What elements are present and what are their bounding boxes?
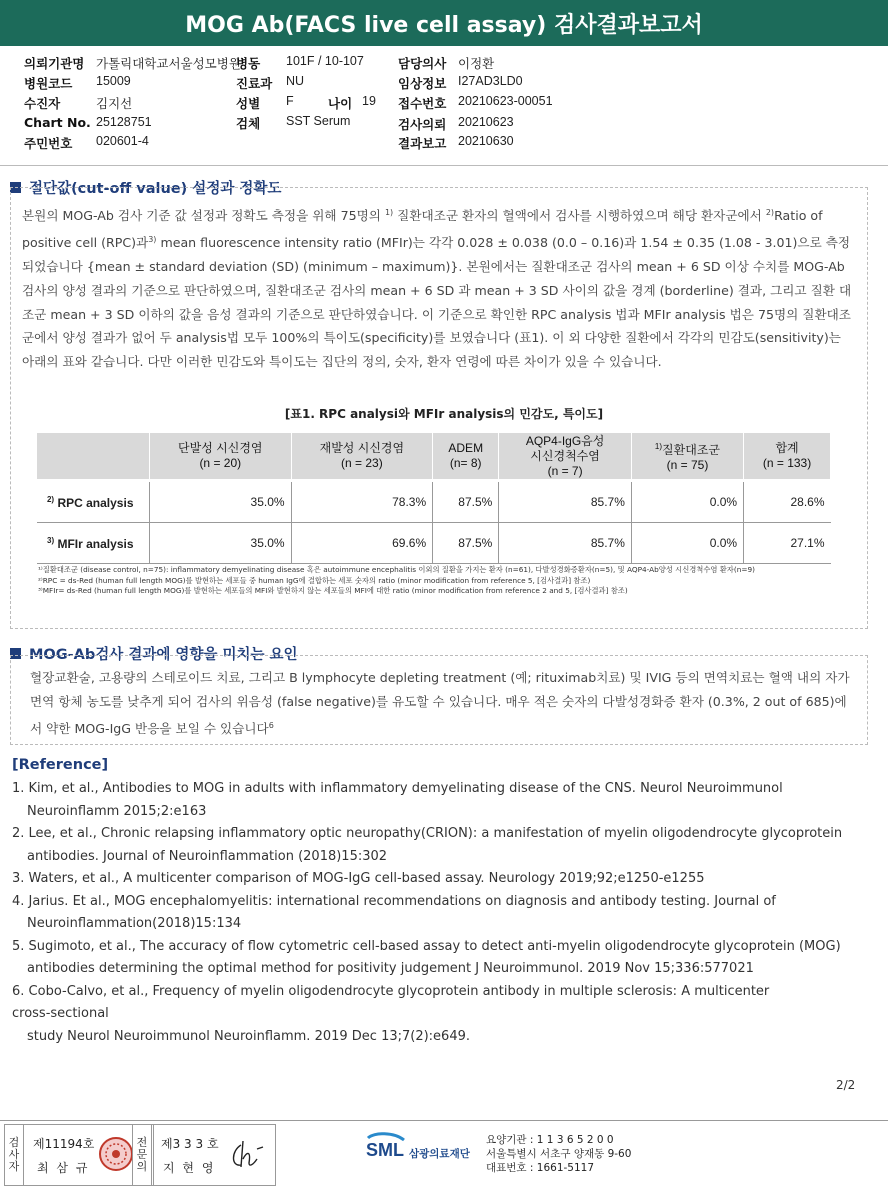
table-footnotes bbox=[38, 565, 838, 597]
cell: 87.5% bbox=[433, 481, 499, 523]
ref1-line2: Neuroinflamm 2015;2:e163 bbox=[27, 803, 207, 819]
report-value: 20210630 bbox=[458, 134, 514, 148]
row0-label: RPC analysis bbox=[57, 495, 134, 510]
h3-l1: AQP4-IgG음성 bbox=[525, 433, 605, 448]
clinical-label: 임상정보 bbox=[398, 76, 447, 91]
h5-l2: (n = 133) bbox=[762, 456, 812, 470]
footnote: ¹⁾질환대조군 (disease control, n=75): inflammatory demyelinating disease 혹은 autoimmune encephalitis 이외의 질환을 가지는 환자 (n=61), 다발성경화증환자(n=5), 및 AQP4-Ab양성 시신경척수염 환자(n=9) bbox=[38, 565, 755, 574]
resident-value: 020601-4 bbox=[96, 134, 149, 148]
section1-title-text: 절단값(cut-off value) 설정과 정확도 bbox=[29, 181, 282, 197]
sup3: 3) bbox=[148, 234, 157, 244]
cell: 78.3% bbox=[291, 481, 433, 523]
h1-l1: 재발성 시신경염 bbox=[319, 441, 405, 455]
cell: 87.5% bbox=[433, 523, 499, 564]
reference-title: [Reference] bbox=[12, 757, 109, 773]
cell: 0.0% bbox=[631, 481, 743, 523]
ward-value: 101F / 10-107 bbox=[286, 54, 364, 68]
specialist-name: 지 현 영 bbox=[163, 1161, 216, 1175]
h4-sup: 1) bbox=[654, 442, 663, 451]
ref6-line3: study Neurol Neuroimmunol Neuroinflamm. 2019 Dec 13;7(2):e649. bbox=[27, 1028, 471, 1044]
v4: 전 bbox=[136, 1136, 148, 1149]
table-header-row bbox=[37, 433, 831, 481]
ref4-line1: 4. Jarius. Et al., MOG encephalomyelitis: international recommendations on diagnosis and antibody testing. Journal of bbox=[12, 893, 776, 909]
doctor-value: 이정환 bbox=[458, 57, 495, 71]
cell: 27.1% bbox=[744, 523, 831, 564]
seal-stamp-icon bbox=[98, 1135, 134, 1173]
inspector-vertical-label bbox=[5, 1125, 24, 1185]
p2: 질환대조군 환자의 혈액에서 검사를 시행하였으며 해당 환자군에서 bbox=[393, 208, 766, 224]
page-number: 2/2 bbox=[836, 1078, 856, 1092]
logo-subtitle: 삼광의료재단 bbox=[409, 1148, 470, 1160]
p1: 본원의 MOG-Ab 검사 기준 값 설정과 정확도 측정을 위해 75명의 bbox=[22, 208, 385, 224]
ref5-line1: 5. Sugimoto, et al., The accuracy of flow cytometric cell-based assay to detect anti-myelin oligodendrocyte glycoprotein (MOG) bbox=[12, 938, 841, 954]
ref4-line2: Neuroinflammation(2018)15:134 bbox=[27, 916, 242, 931]
specialist-vertical-label bbox=[133, 1125, 152, 1185]
list-item bbox=[12, 981, 862, 1049]
sex-label: 성별 bbox=[236, 96, 261, 111]
ref3-line1: 3. Waters, et al., A multicenter comparison of MOG-IgG cell-based assay. Neurology 2019;92;e1250-e1255 bbox=[12, 871, 705, 886]
cell: 0.0% bbox=[631, 523, 743, 564]
table-row bbox=[37, 523, 831, 564]
receipt-value: 20210623-00051 bbox=[458, 94, 553, 108]
divider bbox=[0, 165, 888, 166]
cell: 69.6% bbox=[291, 523, 433, 564]
h1-l2: (n = 23) bbox=[341, 456, 383, 470]
report-label: 결과보고 bbox=[398, 136, 447, 151]
chart-value: 25128751 bbox=[96, 115, 152, 129]
list-item bbox=[12, 891, 862, 936]
v5: 문 bbox=[136, 1148, 148, 1161]
dept-value: NU bbox=[286, 74, 305, 88]
org-info bbox=[486, 1133, 631, 1175]
list-item bbox=[12, 823, 862, 868]
collector-label: 수진자 bbox=[24, 96, 61, 111]
header-col bbox=[631, 433, 743, 481]
section1-paragraph bbox=[22, 201, 854, 374]
sml-logo-icon bbox=[364, 1130, 408, 1160]
request-label: 검사의뢰 bbox=[398, 117, 447, 132]
h4-l2: (n = 75) bbox=[666, 458, 709, 472]
ref2-line1: 2. Lee, et al., Chronic relapsing inflammatory optic neuropathy(CRION): a manifestation of myelin oligodendrocyte glycoprotein bbox=[12, 826, 843, 841]
inspector-name: 최 삼 규 bbox=[37, 1161, 90, 1175]
v1: 검 bbox=[8, 1136, 20, 1149]
receipt-label: 접수번호 bbox=[398, 96, 447, 111]
header-empty bbox=[37, 433, 150, 481]
header-col bbox=[291, 433, 433, 481]
section2-title-text: MOG-Ab검사 결과에 영향을 미치는 요인 bbox=[29, 647, 298, 663]
collector-value: 김지선 bbox=[96, 97, 133, 111]
handwritten-signature-icon bbox=[227, 1137, 267, 1173]
age-value: 19 bbox=[362, 94, 376, 108]
h3-l2: (n = 7) bbox=[547, 463, 583, 478]
list-item bbox=[12, 936, 862, 981]
specialist-signature-box bbox=[132, 1124, 276, 1186]
section2-sup: 6 bbox=[268, 720, 274, 730]
h0-l2: (n = 20) bbox=[199, 456, 242, 470]
hospital-value: 가톨릭대학교서울성모병원 bbox=[96, 57, 241, 71]
sup2: 2) bbox=[765, 208, 775, 217]
header-col bbox=[433, 433, 499, 481]
specialist-number: 제3 3 3 호 bbox=[161, 1137, 219, 1151]
h2-l2: (n= 8) bbox=[449, 456, 482, 470]
inspector-number: 제11194호 bbox=[33, 1137, 95, 1151]
h3-l1b: 시신경척수염 bbox=[530, 448, 600, 463]
sex-value: F bbox=[286, 94, 294, 108]
header-col bbox=[150, 433, 292, 481]
specimen-label: 검체 bbox=[236, 116, 261, 131]
row-label bbox=[37, 481, 150, 523]
doctor-label: 담당의사 bbox=[398, 56, 447, 71]
list-item bbox=[12, 778, 862, 823]
results-table bbox=[36, 432, 831, 564]
v3: 자 bbox=[8, 1160, 20, 1173]
logo-text: SML bbox=[366, 1140, 404, 1160]
chart-label: Chart No. bbox=[24, 115, 91, 130]
report-title: MOG Ab(FACS live cell assay) 검사결과보고서 bbox=[0, 0, 888, 46]
h4-l1: 질환대조군 bbox=[662, 443, 721, 457]
ref6-line2: cross-sectional bbox=[12, 1006, 109, 1021]
h5-l1: 합계 bbox=[775, 441, 799, 455]
code-label: 병원코드 bbox=[24, 76, 73, 91]
footnote: ²⁾RPC = ds-Red (human full length MOG)를 발현하는 세포들 중 human IgG에 결합하는 세포 숫자의 ratio (minor modification from reference 5, [검사결과] 참조) bbox=[38, 575, 591, 585]
section2-text: 혈장교환술, 고용량의 스테로이드 치료, 그리고 B lymphocyte depleting treatment (예; rituximab치료) 및 IVIG 등의 면역치료는 혈액 내의 자가면역 항체 농도를 낮추게 되어 검사의 위음성 (false negative)를 유도할 수 있습니다. 매우 적은 숫자의 다발성경화증 환자 (0.3%, 2 out of 685)에서 약한 MOG-IgG 반응을 보일 수 있습니다 bbox=[30, 670, 850, 736]
cell: 85.7% bbox=[499, 481, 632, 523]
resident-label: 주민번호 bbox=[24, 136, 73, 151]
hospital-label: 의뢰기관명 bbox=[24, 56, 85, 71]
specimen-value: SST Serum bbox=[286, 114, 351, 128]
v2: 사 bbox=[8, 1148, 20, 1161]
reference-list bbox=[12, 778, 862, 1048]
v6: 의 bbox=[136, 1160, 148, 1173]
p3: Ratio of positive cell (RPC)과 bbox=[22, 208, 823, 251]
dept-label: 진료과 bbox=[236, 76, 273, 91]
ref2-line2: antibodies. Journal of Neuroinflammation (2018)15:302 bbox=[27, 848, 388, 864]
org-line1: 요양기관 : 1 1 3 6 5 2 0 0 bbox=[486, 1134, 614, 1146]
ward-label: 병동 bbox=[236, 56, 261, 71]
sup1: 1) bbox=[384, 208, 394, 217]
row0-sup: 2) bbox=[46, 494, 55, 504]
patient-info bbox=[24, 54, 874, 154]
clinical-value: I27AD3LD0 bbox=[458, 74, 523, 88]
cell: 35.0% bbox=[150, 481, 292, 523]
section2-paragraph bbox=[30, 666, 850, 741]
cell: 35.0% bbox=[150, 523, 292, 564]
ref5-line2: antibodies determining the optimal method for positivity judgement J Neuroimmunol. 2019 Nov 15;336:577021 bbox=[27, 961, 754, 976]
row1-sup: 3) bbox=[47, 535, 55, 545]
table-caption: [표1. RPC analysi와 MFIr analysis의 민감도, 특이도] bbox=[284, 407, 604, 421]
header-col bbox=[744, 433, 831, 481]
code-value: 15009 bbox=[96, 74, 131, 88]
request-value: 20210623 bbox=[458, 115, 514, 129]
row1-label: MFIr analysis bbox=[57, 536, 134, 551]
row-label bbox=[37, 523, 150, 564]
org-line3: 대표번호 : 1661-5117 bbox=[486, 1162, 595, 1174]
footer-divider bbox=[0, 1120, 888, 1121]
table-row bbox=[37, 481, 831, 523]
cell: 85.7% bbox=[499, 523, 632, 564]
org-line2: 서울특별시 서초구 양재동 9-60 bbox=[486, 1148, 632, 1160]
list-item bbox=[12, 868, 862, 891]
age-label: 나이 bbox=[328, 96, 353, 111]
ref6-line1: 6. Cobo-Calvo, et al., Frequency of myelin oligodendrocyte glycoprotein antibody in multiple sclerosis: A multicenter bbox=[12, 983, 770, 999]
h0-l1: 단발성 시신경염 bbox=[178, 441, 263, 455]
p4: mean fluorescence intensity ratio (MFIr)는 각각 0.028 ± 0.038 (0.0 – 0.16)과 1.54 ± 0.35 (1.08 - 3.01)으로 측정되었습니다 {mean ± standard deviation (SD) (minimum – maximum)}. 본원에서는 질환대조군 검사의 mean + 6 SD 이상 수치를 MOG-Ab 검사의 양성 결과의 기준으로 판단하였으며, 질환대조군 검사의 mean + 6 SD 과 mean + 3 SD 사이의 값을 경계 (borderline) 결과, 그리고 질환 대조군 mean + 3 SD 이하의 값을 음성 결과의 기준으로 판단하였습니다. 이 기준으로 확인한 RPC analysis 법과 MFIr analysis 법은 75명의 질환대조군에서 양성 결과가 없어 두 analysis법 모두 100%의 특이도(specificity)를 보였습니다 (표1). 이 외 다양한 질환에서 각각의 민감도(sensitivity)는 아래의 표와 같습니다. 다만 이러한 민감도와 특이도는 집단의 정의, 숫자, 환자 연령에 따른 차이가 있을 수 있습니다. bbox=[22, 235, 852, 370]
h2-l1: ADEM bbox=[448, 441, 484, 455]
header-col bbox=[499, 433, 632, 481]
ref1-line1: 1. Kim, et al., Antibodies to MOG in adults with inflammatory demyelinating disease of the CNS. Neurol Neuroimmunol bbox=[12, 781, 783, 796]
footnote: ³⁾MFIr= ds-Red (human full length MOG)를 발현하는 세포들의 MFI와 발현하지 않는 세포들의 MFI에 대한 ratio (minor modification from reference 2 and 5, [검사결과] 참조) bbox=[38, 586, 628, 595]
cell: 28.6% bbox=[744, 481, 831, 523]
